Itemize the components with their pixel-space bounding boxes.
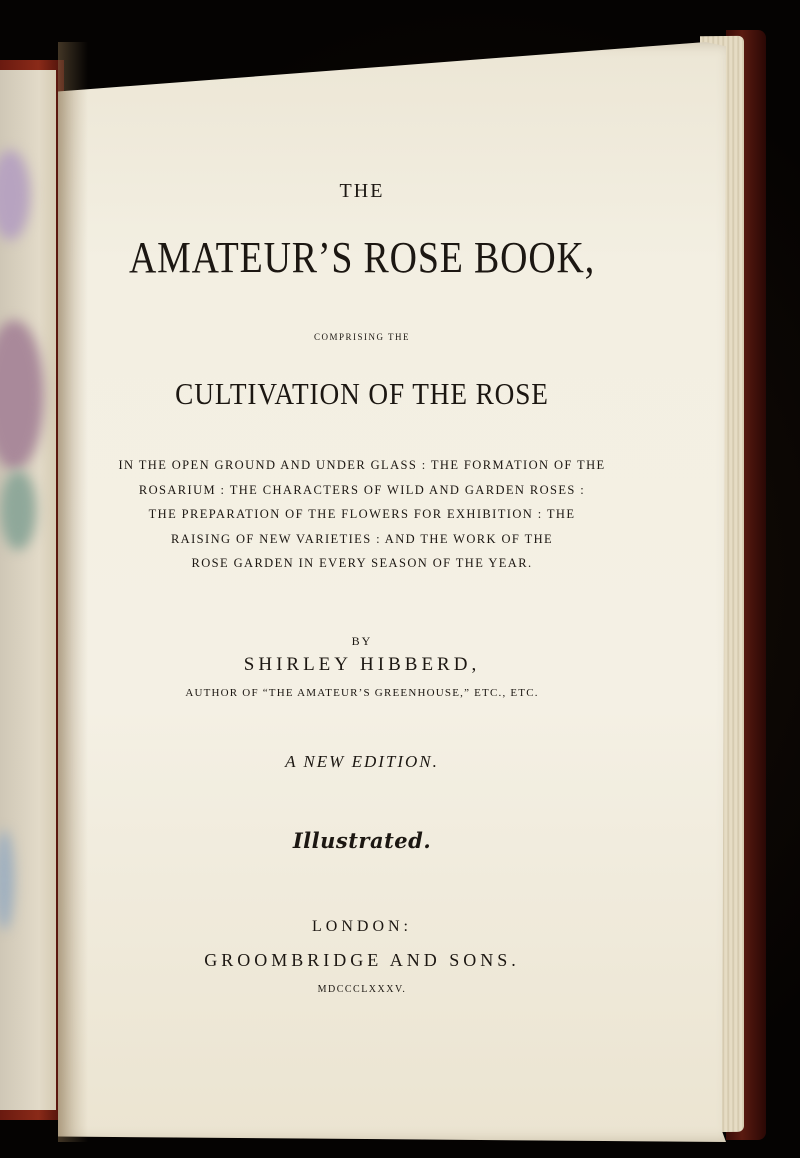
description-line: THE PREPARATION OF THE FLOWERS FOR EXHIBITION : THE [148, 507, 576, 521]
comprising-line: COMPRISING THE [313, 332, 411, 342]
rose-illustration-petal [0, 150, 30, 240]
book-subtitle: CULTIVATION OF THE ROSE [175, 376, 549, 411]
publication-city: LONDON: [312, 918, 412, 935]
author-credits: AUTHOR OF “THE AMATEUR’S GREENHOUSE,” ETC., ETC. [185, 687, 539, 699]
title-page [58, 42, 726, 1142]
description-line: RAISING OF NEW VARIETIES : AND THE WORK OF THE [170, 532, 554, 546]
rose-illustration-bloom [0, 320, 44, 470]
description-line: ROSE GARDEN IN EVERY SEASON OF THE YEAR. [191, 556, 533, 570]
illustrated-label: Illustrated. [292, 828, 432, 853]
publication-year: MDCCCLXXXV. [317, 984, 407, 995]
title-article: THE [339, 180, 385, 202]
facing-page-illustration [0, 70, 56, 1110]
edition-label: A NEW EDITION. [285, 752, 439, 771]
book-title: AMATEUR’S ROSE BOOK, [128, 233, 596, 282]
author-name: SHIRLEY HIBBERD, [243, 654, 481, 675]
rose-illustration-stem [0, 830, 14, 930]
description-line: IN THE OPEN GROUND AND UNDER GLASS : THE FORMATION OF THE [118, 458, 606, 472]
by-line: BY [351, 634, 373, 648]
description-line: ROSARIUM : THE CHARACTERS OF WILD AND GARDEN ROSES : [138, 483, 586, 497]
publisher-name: GROOMBRIDGE AND SONS. [204, 950, 520, 970]
rose-illustration-leaf [0, 470, 36, 550]
